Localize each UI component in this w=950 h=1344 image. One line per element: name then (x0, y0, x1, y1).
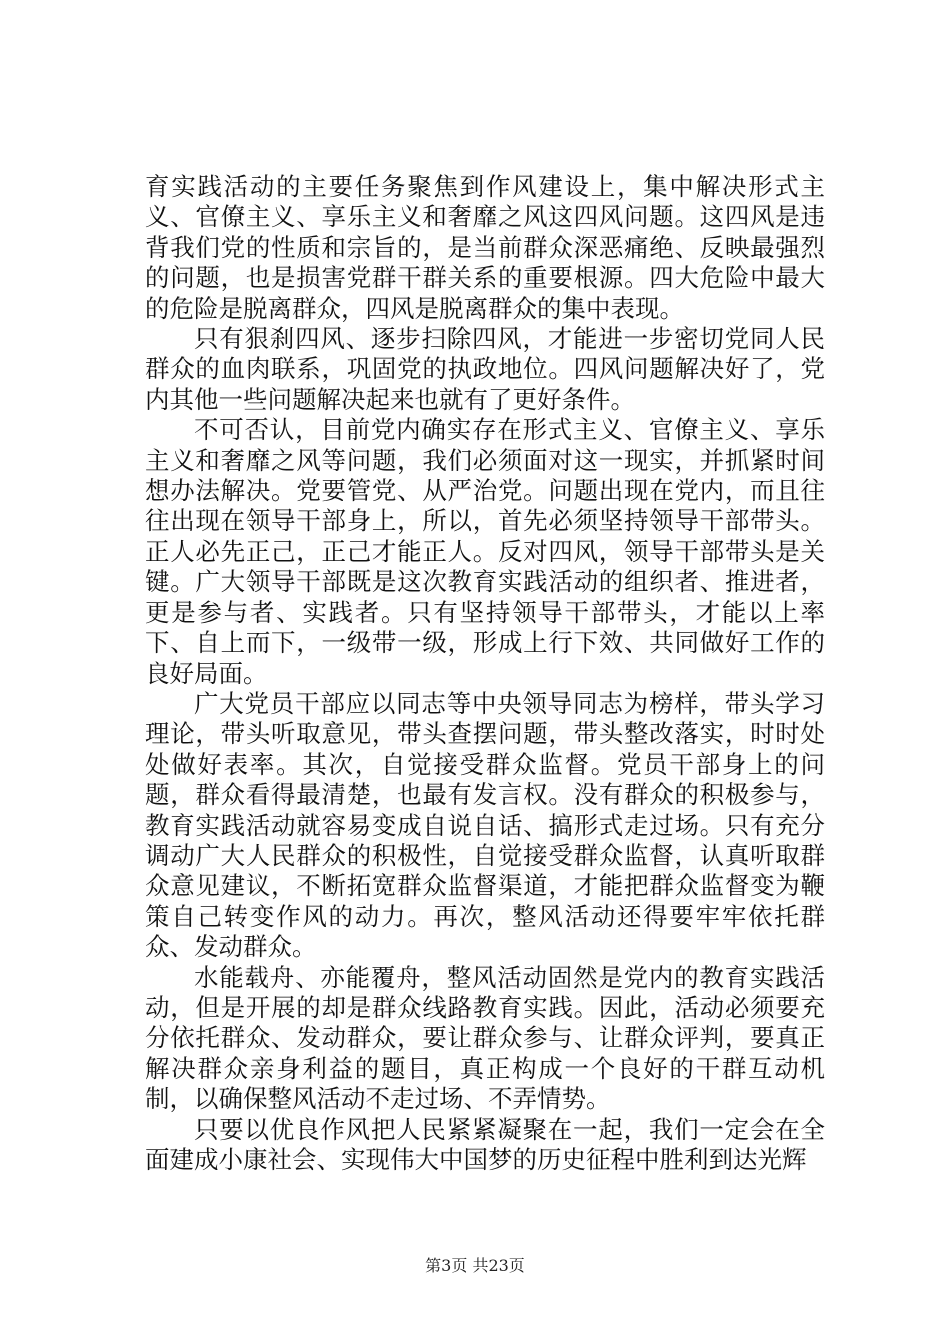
paragraph-3: 不可否认，目前党内确实存在形式主义、官僚主义、享乐主义和奢靡之风等问题，我们必须面对这一现实，并抓紧时间想办法解决。党要管党、从严治党。问题出现在党内，而且往往出现在领导干部身上，所以，首先必须坚持领导干部带头。正人必先正己，正己才能正人。反对四风，领导干部带头是关键。广大领导干部既是这次教育实践活动的组织者、推进者，更是参与者、实践者。只有坚持领导干部带头，才能以上率下、自上而下，一级带一级，形成上行下效、共同做好工作的良好局面。 (145, 415, 825, 688)
paragraph-6: 只要以优良作风把人民紧紧凝聚在一起，我们一定会在全面建成小康社会、实现伟大中国梦的历史征程中胜利到达光辉 (145, 1114, 825, 1174)
page-number-label: 第3页 共23页 (425, 1256, 525, 1275)
paragraph-5: 水能载舟、亦能覆舟，整风活动固然是党内的教育实践活动，但是开展的却是群众线路教育实践。因此，活动必须要充分依托群众、发动群众，要让群众参与、让群众评判，要真正解决群众亲身利益的题目，真正构成一个良好的干群互动机制，以确保整风活动不走过场、不弄情势。 (145, 962, 825, 1114)
page-footer (0, 1256, 950, 1276)
paragraph-2: 只有狠刹四风、逐步扫除四风，才能进一步密切党同人民群众的血肉联系，巩固党的执政地位。四风问题解决好了，党内其他一些问题解决起来也就有了更好条件。 (145, 324, 825, 414)
paragraph-1: 育实践活动的主要任务聚焦到作风建设上，集中解决形式主义、官僚主义、享乐主义和奢靡之风这四风问题。这四风是违背我们党的性质和宗旨的，是当前群众深恶痛绝、反映最强烈的问题，也是损害党群干群关系的重要根源。四大危险中最大的危险是脱离群众，四风是脱离群众的集中表现。 (145, 172, 825, 323)
paragraph-4: 广大党员干部应以同志等中央领导同志为榜样，带头学习理论，带头听取意见，带头查摆问题，带头整改落实，时时处处做好表率。其次，自觉接受群众监督。党员干部身上的问题，群众看得最清楚，也最有发言权。没有群众的积极参与，教育实践活动就容易变成自说自话、搞形式走过场。只有充分调动广大人民群众的积极性，自觉接受群众监督，认真听取群众意见建议，不断拓宽群众监督渠道，才能把群众监督变为鞭策自己转变作风的动力。再次，整风活动还得要牢牢依托群众、发动群众。 (145, 688, 825, 962)
body-text (145, 172, 825, 1175)
